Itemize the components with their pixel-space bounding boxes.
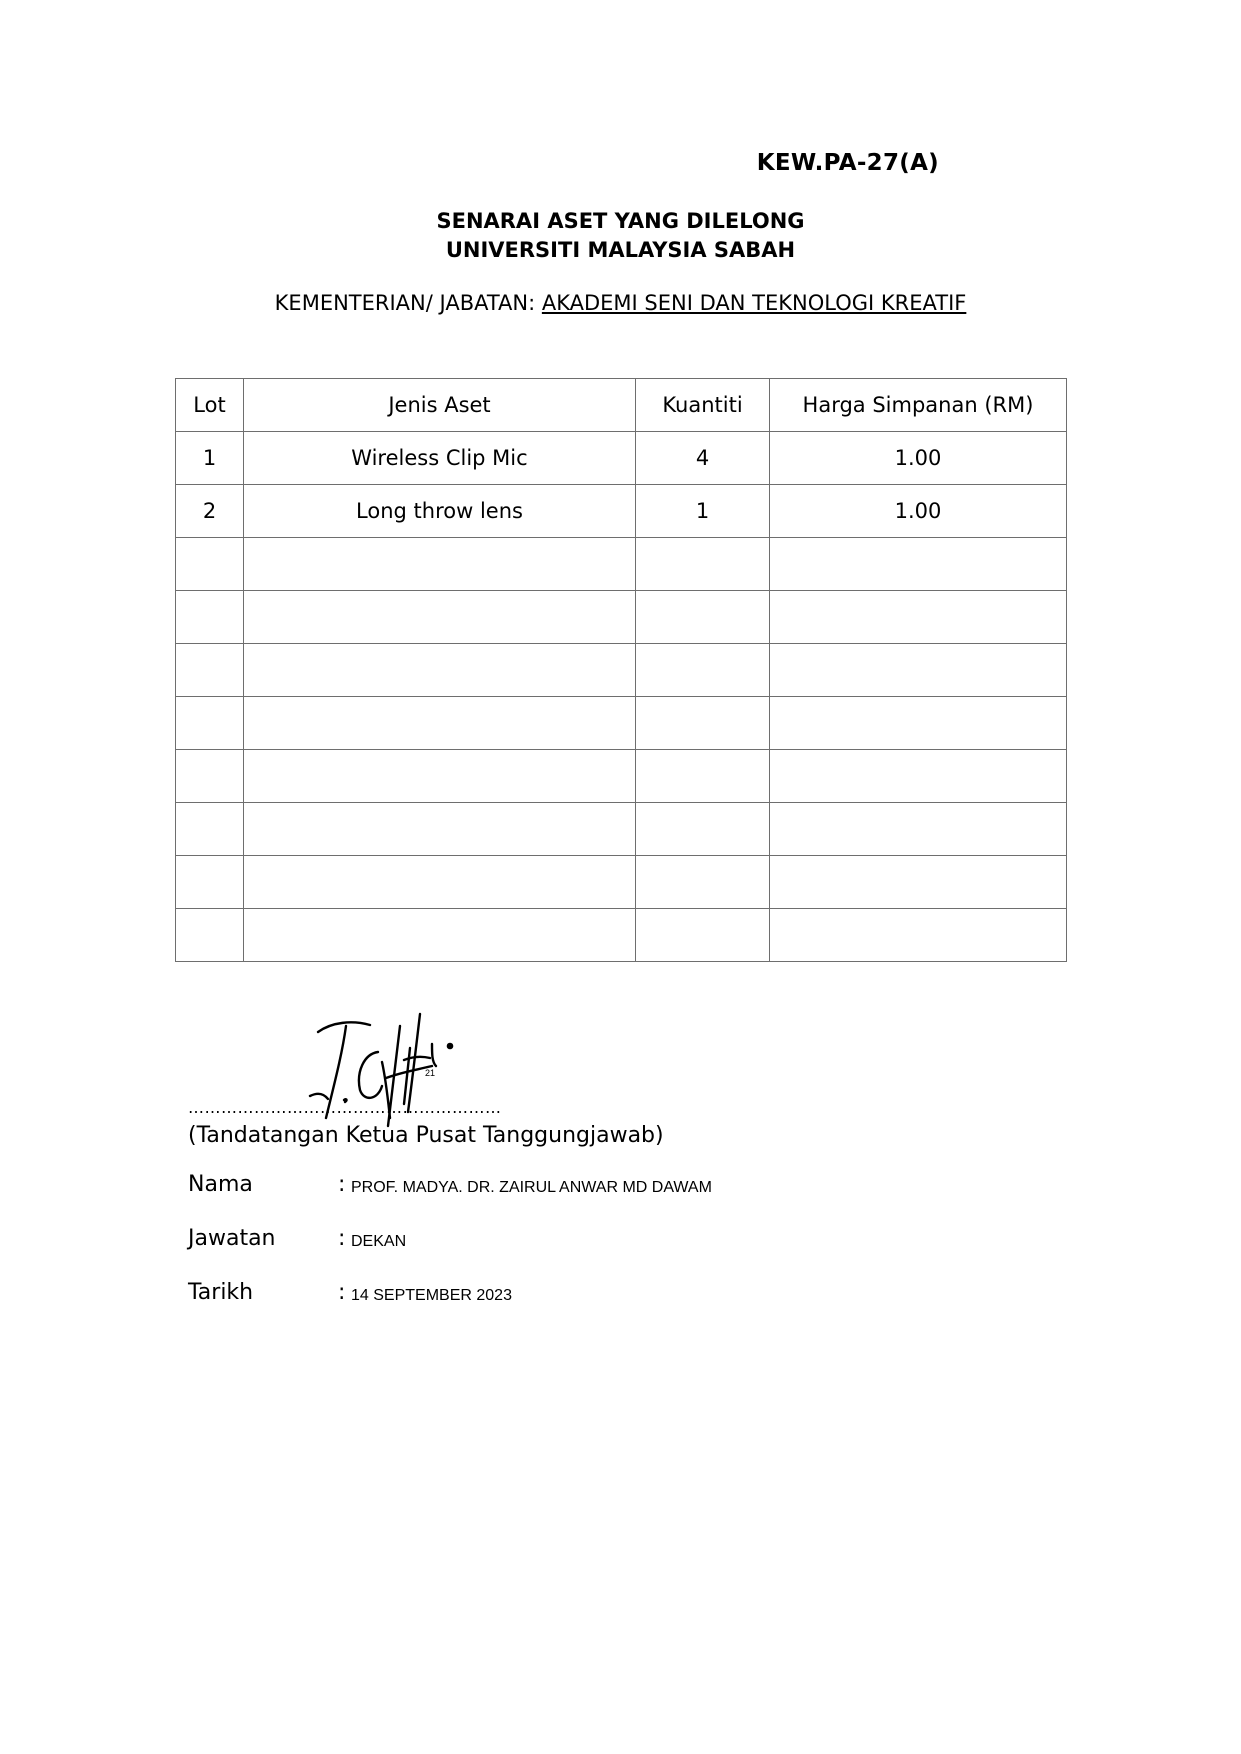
cell-reserve-price	[770, 591, 1067, 644]
cell-lot	[176, 909, 244, 962]
cell-asset-type	[244, 856, 636, 909]
position-label: Jawatan	[188, 1226, 276, 1251]
table-row	[176, 750, 1067, 803]
table-header-row	[176, 379, 1067, 432]
cell-reserve-price	[770, 803, 1067, 856]
cell-lot	[176, 750, 244, 803]
cell-quantity: 4	[636, 432, 770, 485]
title-line-1: SENARAI ASET YANG DILELONG	[436, 209, 805, 233]
table-row	[176, 432, 1067, 485]
position-value: DEKAN	[351, 1233, 407, 1250]
cell-quantity	[636, 697, 770, 750]
name-label: Nama	[188, 1172, 253, 1197]
cell-lot	[176, 856, 244, 909]
cell-lot	[176, 803, 244, 856]
ministry-line	[0, 291, 1241, 315]
date-row	[188, 1280, 888, 1310]
header-quantity: Kuantiti	[636, 379, 770, 432]
form-code: KEW.PA-27(A)	[756, 150, 939, 176]
signature-area	[188, 1000, 788, 1125]
header-reserve-price: Harga Simpanan (RM)	[770, 379, 1067, 432]
cell-asset-type	[244, 803, 636, 856]
cell-lot: 1	[176, 432, 244, 485]
cell-reserve-price	[770, 909, 1067, 962]
cell-reserve-price	[770, 644, 1067, 697]
signature-caption: (Tandatangan Ketua Pusat Tanggungjawab)	[188, 1123, 664, 1148]
title-line-2: UNIVERSITI MALAYSIA SABAH	[445, 238, 796, 262]
table-row	[176, 697, 1067, 750]
cell-asset-type	[244, 909, 636, 962]
cell-reserve-price	[770, 750, 1067, 803]
cell-reserve-price: 1.00	[770, 432, 1067, 485]
date-value: 14 SEPTEMBER 2023	[351, 1287, 512, 1304]
cell-lot	[176, 644, 244, 697]
table-row	[176, 856, 1067, 909]
position-colon: :	[338, 1226, 346, 1251]
ministry-label: KEMENTERIAN/ JABATAN:	[274, 291, 542, 315]
cell-reserve-price	[770, 697, 1067, 750]
cell-lot	[176, 538, 244, 591]
table-row	[176, 644, 1067, 697]
name-colon: :	[338, 1172, 346, 1197]
date-label: Tarikh	[188, 1280, 254, 1305]
cell-asset-type	[244, 697, 636, 750]
cell-reserve-price	[770, 856, 1067, 909]
cell-asset-type: Wireless Clip Mic	[244, 432, 636, 485]
table-row	[176, 538, 1067, 591]
header-asset-type: Jenis Aset	[244, 379, 636, 432]
cell-quantity	[636, 538, 770, 591]
name-row	[188, 1172, 888, 1202]
asset-table	[175, 378, 1067, 962]
ministry-value: AKADEMI SENI DAN TEKNOLOGI KREATIF	[541, 291, 967, 315]
cell-asset-type	[244, 644, 636, 697]
table-row	[176, 803, 1067, 856]
cell-quantity	[636, 750, 770, 803]
cell-lot	[176, 591, 244, 644]
cell-quantity	[636, 909, 770, 962]
cell-quantity	[636, 803, 770, 856]
signature-dot	[447, 1043, 454, 1050]
date-colon: :	[338, 1280, 346, 1305]
signature-mark: 21	[425, 1068, 436, 1078]
table-row	[176, 485, 1067, 538]
cell-reserve-price	[770, 538, 1067, 591]
name-value: PROF. MADYA. DR. ZAIRUL ANWAR MD DAWAM	[351, 1179, 712, 1196]
cell-quantity	[636, 591, 770, 644]
cell-quantity	[636, 644, 770, 697]
position-row	[188, 1226, 888, 1256]
cell-quantity	[636, 856, 770, 909]
cell-lot: 2	[176, 485, 244, 538]
signature-line: …………………………………………………	[188, 1098, 502, 1117]
cell-lot	[176, 697, 244, 750]
table-row	[176, 591, 1067, 644]
cell-asset-type: Long throw lens	[244, 485, 636, 538]
cell-reserve-price: 1.00	[770, 485, 1067, 538]
cell-quantity: 1	[636, 485, 770, 538]
header-lot: Lot	[176, 379, 244, 432]
document-title	[0, 207, 1241, 265]
cell-asset-type	[244, 591, 636, 644]
cell-asset-type	[244, 538, 636, 591]
cell-asset-type	[244, 750, 636, 803]
table-row	[176, 909, 1067, 962]
